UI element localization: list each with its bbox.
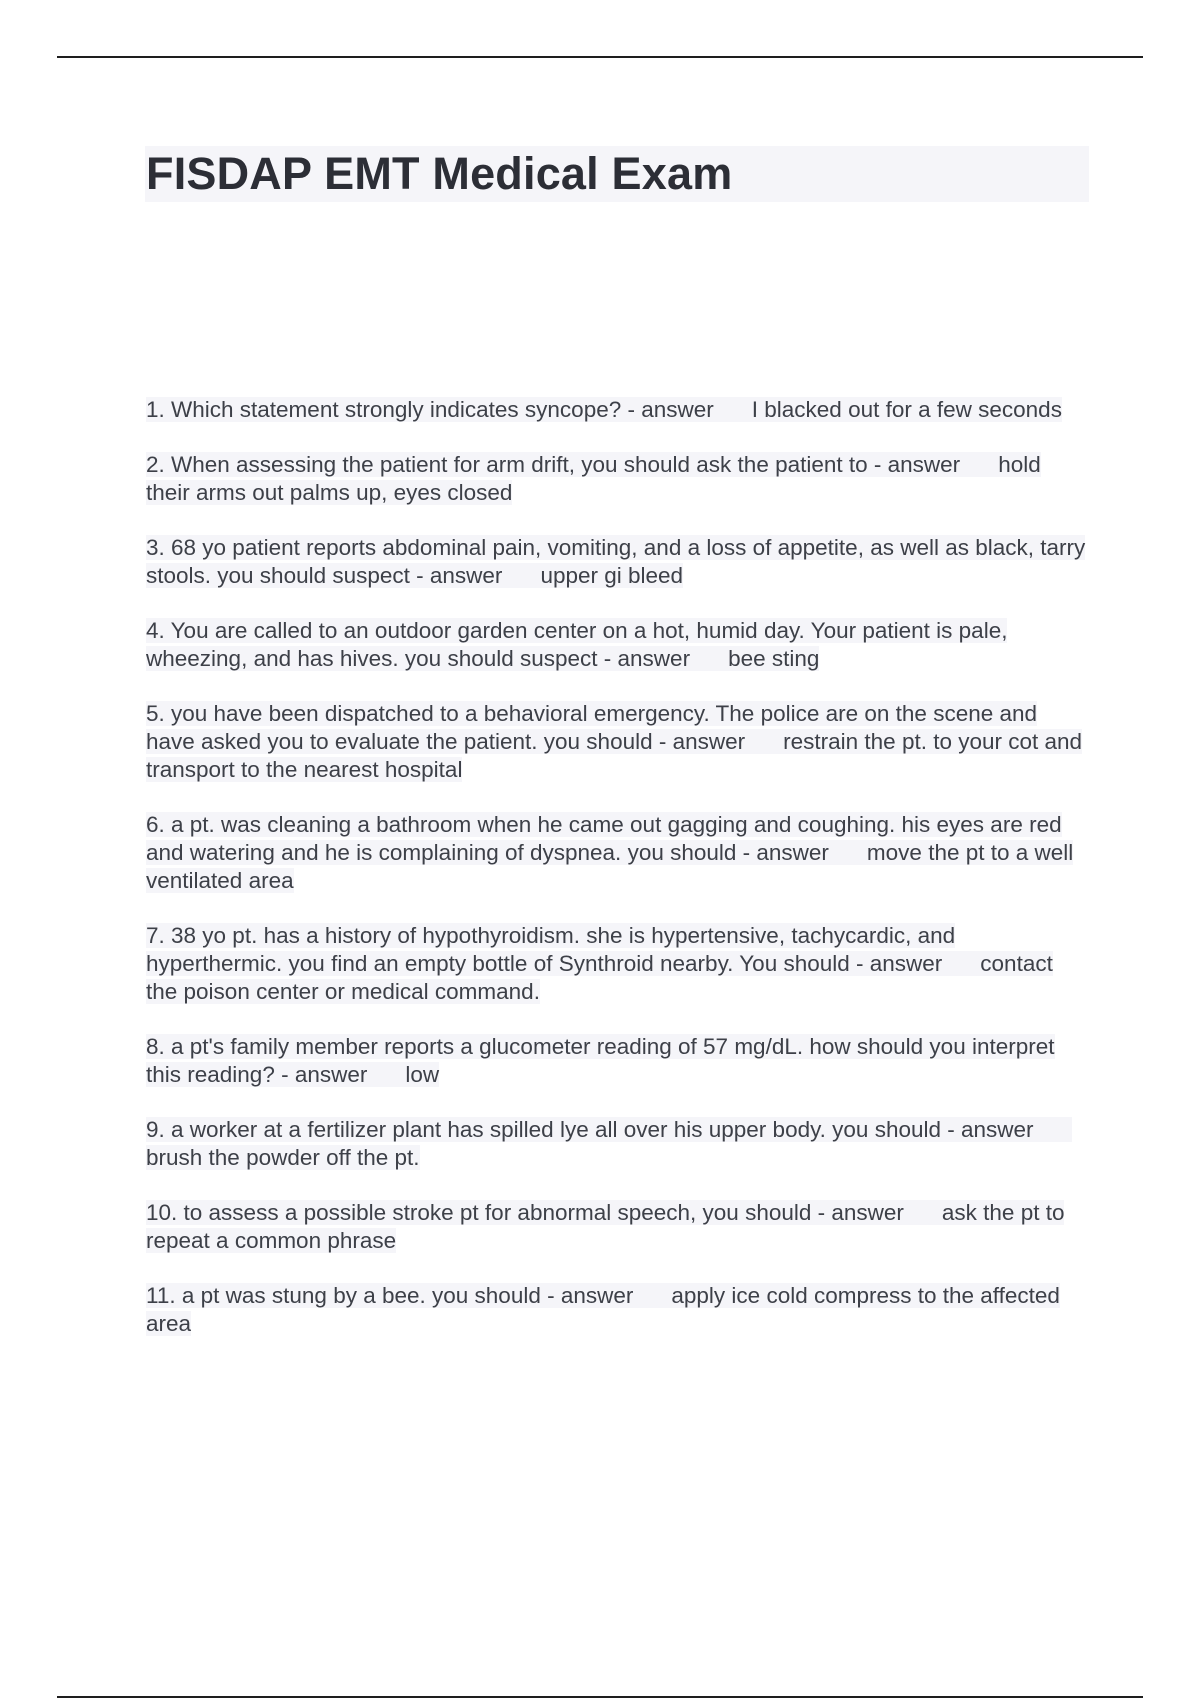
footer-rule bbox=[57, 1696, 1143, 1698]
answer-text: upper gi bleed bbox=[540, 563, 684, 588]
answer-text: hold their arms out palms up, eyes closed bbox=[146, 452, 1041, 505]
question-text: 11. a pt was stung by a bee. you should - answer bbox=[146, 1283, 634, 1308]
answer-text: move the pt to a well ventilated area bbox=[146, 840, 1074, 893]
question-item bbox=[146, 700, 1090, 784]
answer-text: low bbox=[405, 1062, 440, 1087]
question-text: 9. a worker at a fertilizer plant has spilled lye all over his upper body. you should - answer bbox=[146, 1117, 1034, 1142]
question-text: 10. to assess a possible stroke pt for abnormal speech, you should - answer bbox=[146, 1200, 904, 1225]
answer-text: I blacked out for a few seconds bbox=[751, 397, 1062, 422]
answer-text: apply ice cold compress to the affected area bbox=[146, 1283, 1060, 1336]
question-text: 7. 38 yo pt. has a history of hypothyroidism. she is hypertensive, tachycardic, and hyperthermic. you find an empty bottle of Synthroid nearby. You should - answer bbox=[146, 923, 956, 976]
answer-text: bee sting bbox=[728, 646, 820, 671]
answer-text: ask the pt to repeat a common phrase bbox=[146, 1200, 1065, 1253]
question-item bbox=[146, 1199, 1090, 1255]
question-item bbox=[146, 922, 1090, 1006]
question-text: 5. you have been dispatched to a behavioral emergency. The police are on the scene and have asked you to evaluate the patient. you should - answer bbox=[146, 701, 1038, 754]
question-text: 1. Which statement strongly indicates syncope? - answer bbox=[146, 397, 714, 422]
header-rule bbox=[57, 56, 1143, 58]
answer-text: contact the poison center or medical command. bbox=[146, 951, 1053, 1004]
question-text: 4. You are called to an outdoor garden center on a hot, humid day. Your patient is pale, wheezing, and has hives. you should suspect - answer bbox=[146, 618, 1008, 671]
question-list bbox=[146, 396, 1090, 1365]
question-item bbox=[146, 811, 1090, 895]
question-text: 2. When assessing the patient for arm drift, you should ask the patient to - answer bbox=[146, 452, 961, 477]
question-item bbox=[146, 1116, 1090, 1172]
answer-text: restrain the pt. to your cot and transport to the nearest hospital bbox=[146, 729, 1083, 782]
question-item bbox=[146, 534, 1090, 590]
question-item bbox=[146, 617, 1090, 673]
question-item bbox=[146, 1282, 1090, 1338]
question-text: 8. a pt's family member reports a glucometer reading of 57 mg/dL. how should you interpret this reading? - answer bbox=[146, 1034, 1055, 1087]
question-text: 6. a pt. was cleaning a bathroom when he came out gagging and coughing. his eyes are red and watering and he is complaining of dyspnea. you should - answer bbox=[146, 812, 1062, 865]
question-item bbox=[146, 1033, 1090, 1089]
question-text: 3. 68 yo patient reports abdominal pain, vomiting, and a loss of appetite, as well as black, tarry stools. you should suspect - answer bbox=[146, 535, 1086, 588]
page-title: FISDAP EMT Medical Exam bbox=[146, 148, 733, 199]
question-item bbox=[146, 396, 1090, 424]
answer-text: brush the powder off the pt. bbox=[146, 1145, 420, 1170]
question-item bbox=[146, 451, 1090, 507]
